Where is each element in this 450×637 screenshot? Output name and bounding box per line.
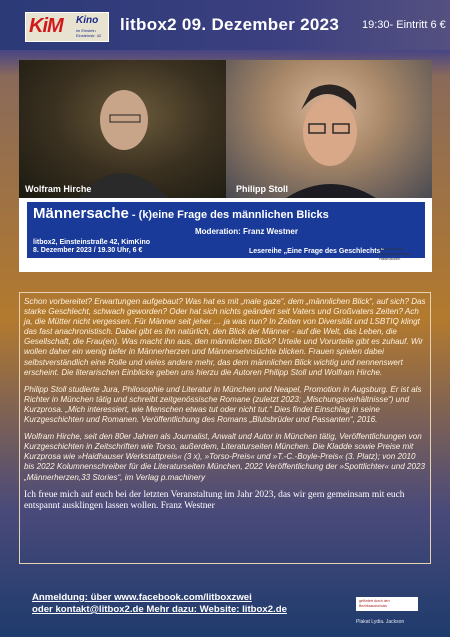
portrait-left-icon — [19, 60, 226, 198]
event-time: 19:30- Eintritt 6 € — [362, 19, 446, 31]
event-title: litbox2 09. Dezember 2023 — [120, 15, 340, 34]
poster-title — [33, 205, 329, 224]
contact-website-link[interactable]: oder kontakt@litbox2.de Mehr dazu: Website: litbox2.de — [32, 604, 287, 615]
poster-title-sub: - (k)eine Frage des männlichen Blicks — [128, 209, 329, 221]
photo-wolfram-hirche — [19, 60, 226, 198]
poster-credit: Plakat Lydia. Jackson — [356, 619, 405, 625]
bio-hirche-paragraph: Wolfram Hirche, seit den 80er Jahren als Journalist, Anwalt und Autor in München tätig, Veröffentlichungen von Kurzgeschichten in Zeitschriften wie Torso, außerdem, Literaturseiten München. Die Kladde sowie Preise mit Kurzprosa wie »Haidhauser Werkstattpreis« (3 x), »Torso-Preis« und »T.-C.-Boyle-Preis« (3. Platz); von 2010 bis 2022 Kolumnenschreiber für die Literaturseiten München, 2022 Veröffentlichung der »Spottlichter« und 2023 „Männerherzen,33 Stories“, im Verlag p.machinery — [24, 432, 426, 482]
description-box — [19, 292, 431, 564]
closing-paragraph: Ich freue mich auf euch bei der letzten Veranstaltung im Jahr 2023, das wir gern gemeinsam mit euch entspannt ausklingen lassen wollen. Franz Westner — [24, 489, 405, 511]
poster-moderation: Moderation: Franz Westner — [195, 227, 298, 236]
portrait-right-icon — [226, 60, 432, 198]
photo-philipp-stoll — [226, 60, 432, 198]
sponsor-text: gefördert durch den Bezirksausschuss — [359, 599, 390, 608]
name-left: Wolfram Hirche — [25, 184, 92, 194]
event-poster — [19, 60, 432, 272]
bio-stoll-paragraph: Philipp Stoll studierte Jura, Philosophie und Literatur in München und Neapel, Promotion in Augsburg. Er ist als Richter in München tätig und schreibt zeitgenössische Romane (zuletzt 2023: „Mischungsverhältnisse“) und Kurzprosa. „Mich interessiert, wie Menschen etwas tut oder nicht tut.“ Dies findet Einschlag in seine Kurzgeschichten und Romanen. Veröffentlichung des Romans „Blutsbrüder und Passanten“, 2016. — [24, 384, 422, 425]
intro-paragraph: Schon vorbereitet? Erwartungen aufgebaut? Was hat es mit „male gaze“, dem „männlichen Blick“, auf sich? Das starke Geschlecht, schwach geworden? Oder hat sich nichts geändert seit Vaters und Großvaters Zeiten? Ach ja, die Mütter nicht vergessen. Für Männer seit jeher … ja was nun? In Zeiten von Diversität und LSBTIQ klingt das fast anachronistisch. Dabei gibt es ihn natürlich, den Blick der Männer - auf die Welt, das Leben, die Gesellschaft, die Frau(en). Was macht ihn aus, den männlichen Blick? Urteile und Vorurteile gibt es zuhauf. Wir wollen daher ein wenig tiefer in Männerherzen und Männersehnsüchte blicken. Frauen spielen dabei selbstverständlich eine Rolle und vieles andere mehr, das dem männlichen Blick wichtig und nennenswert erscheint. Die literarischen Einblicke geben uns hierzu die Autoren Philipp Stoll und Wolfram Hirche. — [24, 297, 426, 377]
poster-address: litbox2, Einsteinstraße 42, KimKino — [33, 239, 151, 246]
poster-sponsor: gefördert vom Bezirksausschuss Haidhausen — [379, 246, 412, 261]
poster-series: Lesereihe „Eine Frage des Geschlechts“ — [249, 248, 385, 255]
logo-kim-text: KiM — [29, 15, 63, 37]
poster-title-main: Männersache — [33, 205, 129, 222]
name-right: Philipp Stoll — [236, 184, 288, 194]
logo-address: im Einstein Einsteinstr. 42 — [76, 28, 102, 38]
poster-date: 8. Dezember 2023 / 19.30 Uhr, 6 € — [33, 247, 143, 254]
sponsor-logo — [356, 597, 418, 611]
registration-facebook-link[interactable]: Anmeldung: über www.facebook.com/litboxzwei — [32, 592, 252, 603]
logo-kino-text: Kino — [76, 15, 99, 26]
kim-kino-logo — [25, 12, 109, 42]
